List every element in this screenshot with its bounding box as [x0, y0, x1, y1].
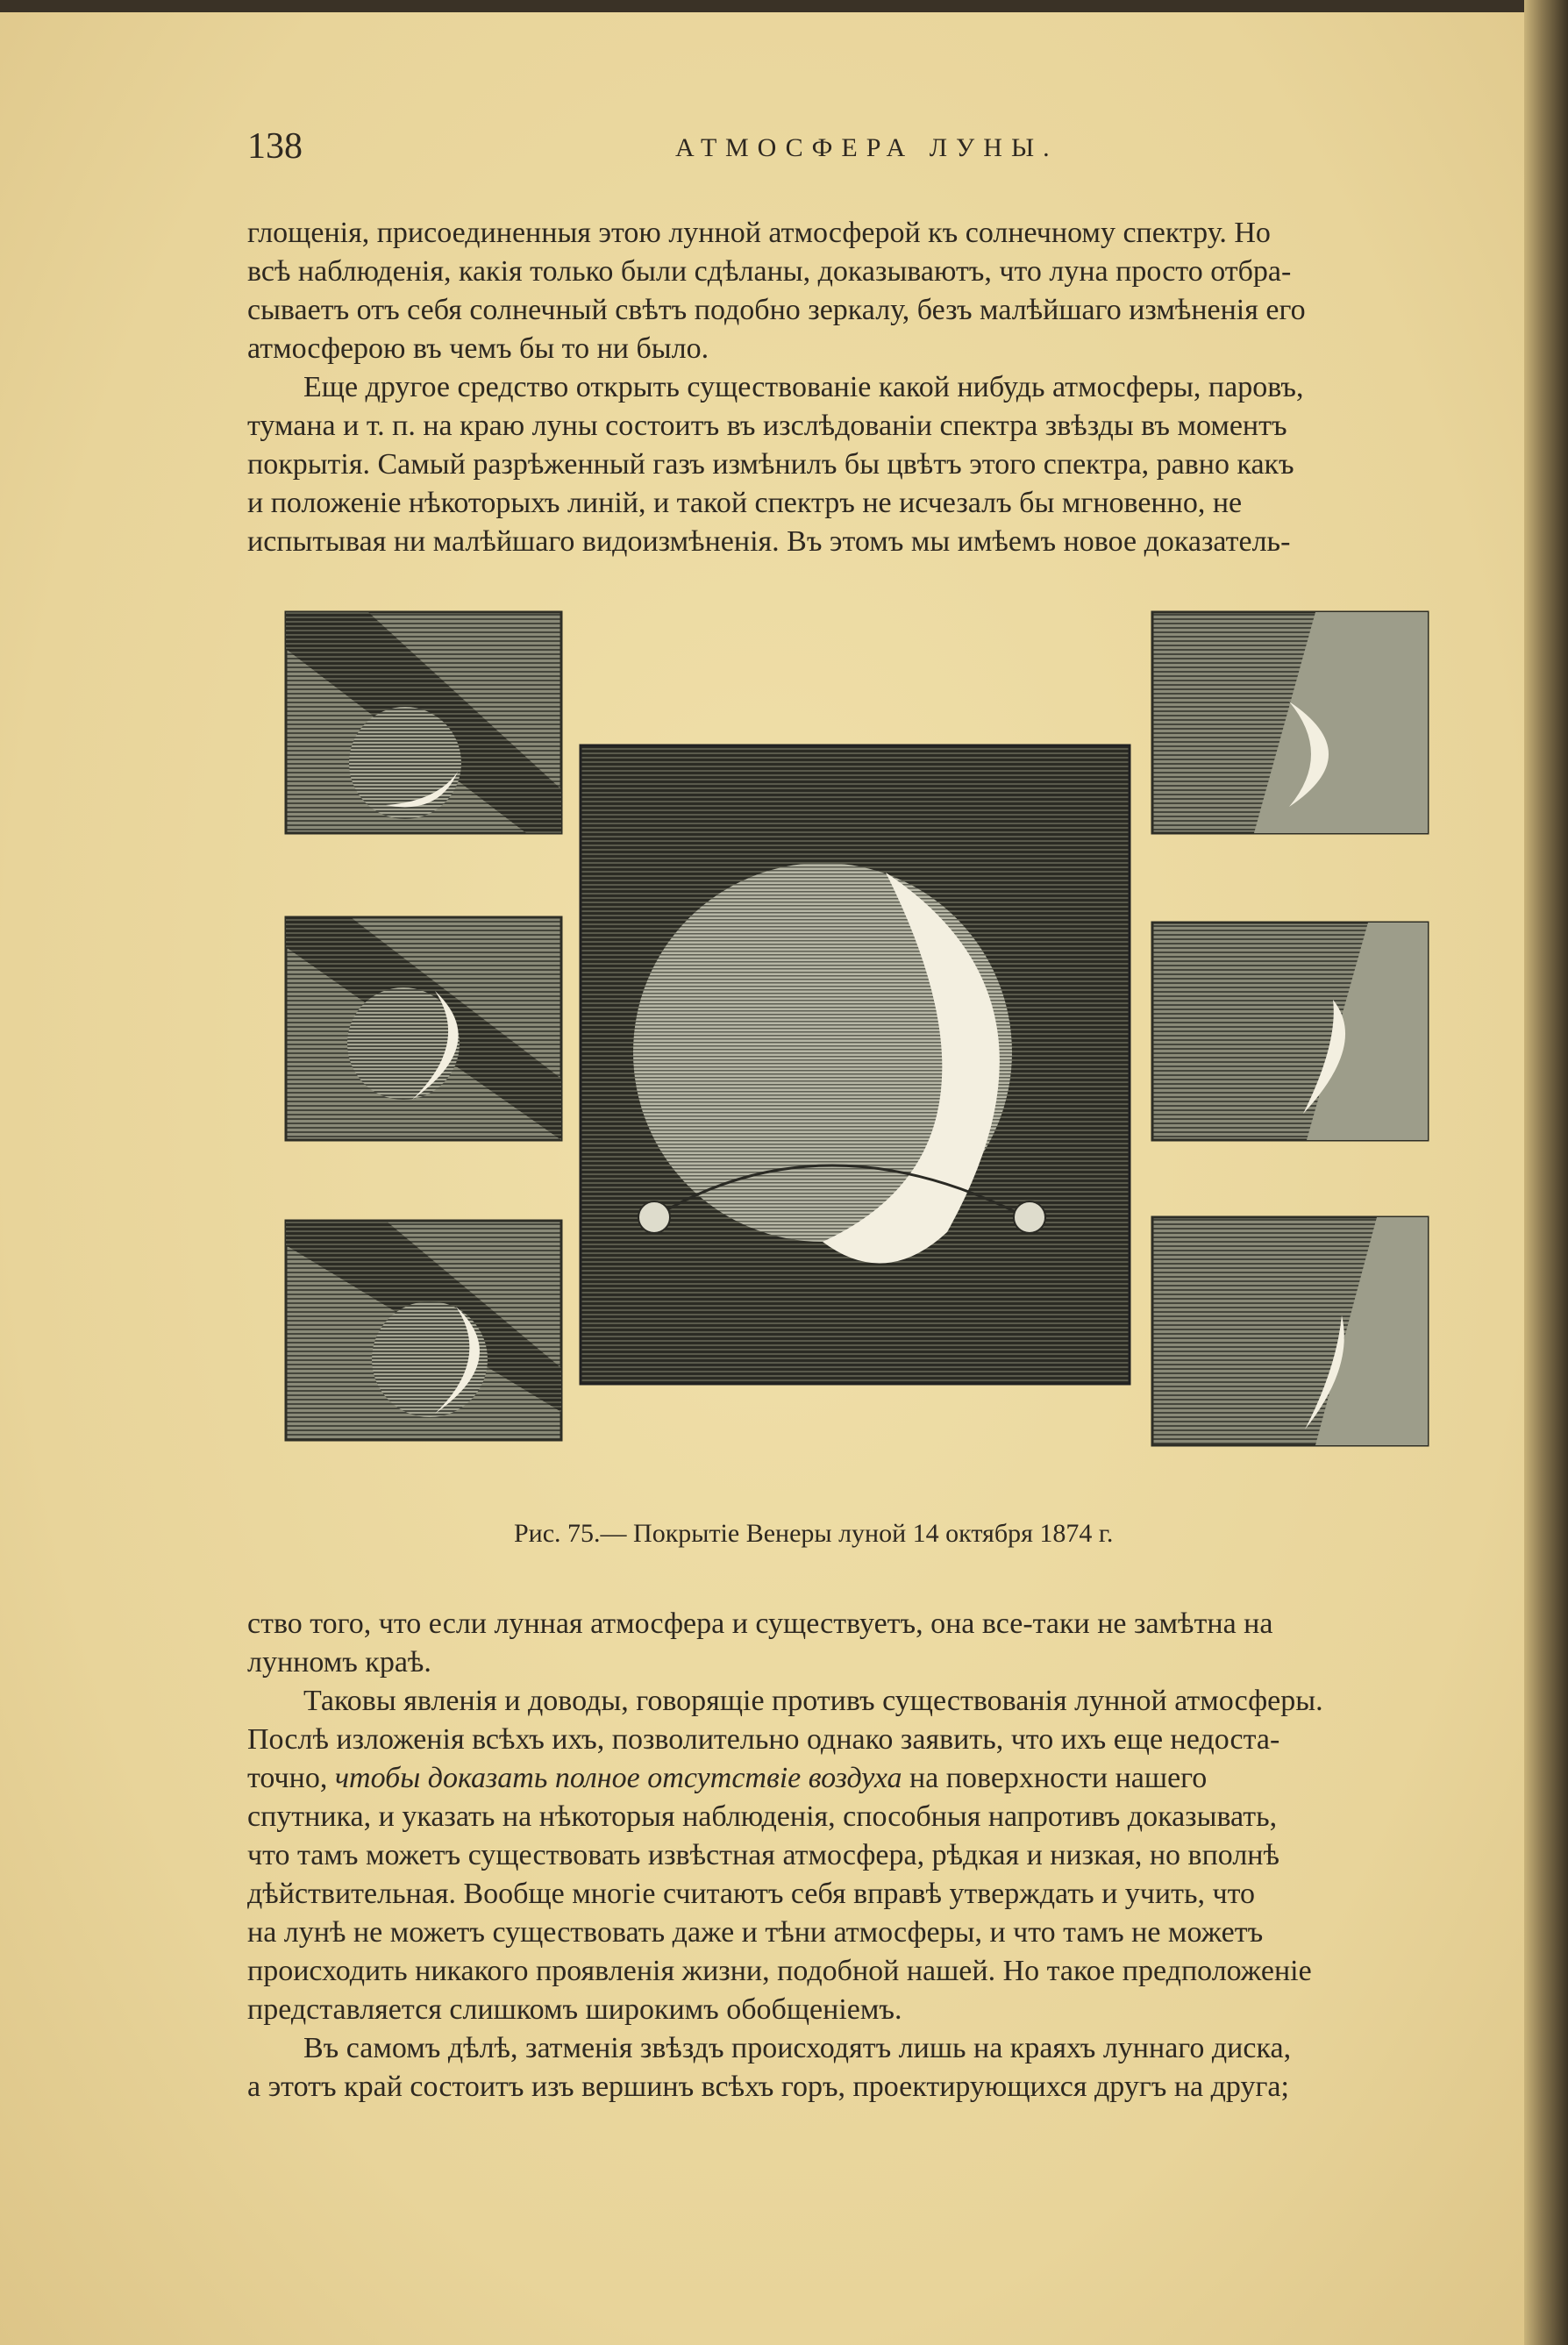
text-span: точно,: [247, 1762, 335, 1794]
italic-emphasis: чтобы доказать полное отсутствіе воздуха: [334, 1762, 902, 1794]
text-line: испытывая ни малѣйшаго видоизмѣненія. Въ этомъ мы имѣемъ новое доказатель-: [247, 525, 1291, 558]
text-line-with-italic: [247, 1759, 1465, 1798]
text-line: лунномъ краѣ.: [247, 1646, 431, 1679]
text-line: спутника, и указать на нѣкоторыя наблюденія, способныя напротивъ доказывать,: [247, 1800, 1278, 1833]
right-panel-2: [1152, 923, 1428, 1140]
figure-caption: Рис. 75.— Покрытіе Венеры луной 14 октября 1874 г.: [514, 1519, 1114, 1548]
text-line: дѣйствительная. Вообще многіе считаютъ себя вправѣ утверждать и учить, что: [247, 1878, 1255, 1910]
text-line: тумана и т. п. на краю луны состоитъ въ изслѣдованіи спектра звѣзды въ моментъ: [247, 410, 1287, 442]
text-line: что тамъ можетъ существовать извѣстная атмосфера, рѣдкая и низкая, но вполнѣ: [247, 1839, 1279, 1871]
central-panel: [581, 745, 1130, 1384]
running-title: АТМОСФЕРА ЛУНЫ.: [675, 133, 1058, 162]
right-panel-1: [1152, 612, 1428, 833]
text-line: Послѣ изложенія всѣхъ ихъ, позволительно однако заявить, что ихъ еще недоста-: [247, 1723, 1280, 1756]
left-panel-2: [286, 917, 561, 1140]
text-line: представляется слишкомъ широкимъ обобщеніемъ.: [247, 1993, 902, 2026]
text-line: происходить никакого проявленія жизни, подобной нашей. Но такое предположеніе: [247, 1955, 1312, 1987]
right-panel-3: [1152, 1217, 1428, 1445]
text-line: сываетъ отъ себя солнечный свѣтъ подобно зеркалу, безъ малѣйшаго измѣненія его: [247, 294, 1306, 326]
left-panel-3: [286, 1221, 561, 1440]
text-span: на поверхности нашего: [902, 1762, 1208, 1794]
page-number: 138: [247, 126, 303, 167]
left-panel-1: [286, 612, 561, 833]
text-line: атмосферою въ чемъ бы то ни было.: [247, 332, 709, 365]
text-line: Еще другое средство открыть существованіе какой нибудь атмосферы, паровъ,: [303, 371, 1304, 403]
text-line: Въ самомъ дѣлѣ, затменія звѣздъ происходятъ лишь на краяхъ луннаго диска,: [303, 2032, 1292, 2064]
text-line: ство того, что если лунная атмосфера и существуетъ, она все-таки не замѣтна на: [247, 1607, 1273, 1640]
text-line: и положеніе нѣкоторыхъ линій, и такой спектръ не исчезалъ бы мгновенно, не: [247, 487, 1243, 519]
text-line: покрытія. Самый разрѣженный газъ измѣнилъ бы цвѣтъ этого спектра, равно какъ: [247, 448, 1294, 481]
bottom-paragraphs: [247, 1605, 1465, 2106]
text-line: а этотъ край состоитъ изъ вершинъ всѣхъ горъ, проектирующихся другъ на друга;: [247, 2071, 1289, 2103]
text-line: на лунѣ не можетъ существовать даже и тѣни атмосферы, и что тамъ не можетъ: [247, 1916, 1264, 1949]
text-line: всѣ наблюденія, какія только были сдѣланы, доказываютъ, что луна просто отбра-: [247, 255, 1292, 288]
text-line: Таковы явленія и доводы, говорящіе противъ существованія лунной атмосферы.: [303, 1685, 1323, 1717]
text-line: глощенія, присоединенныя этою лунной атмосферой къ солнечному спектру. Но: [247, 217, 1271, 249]
